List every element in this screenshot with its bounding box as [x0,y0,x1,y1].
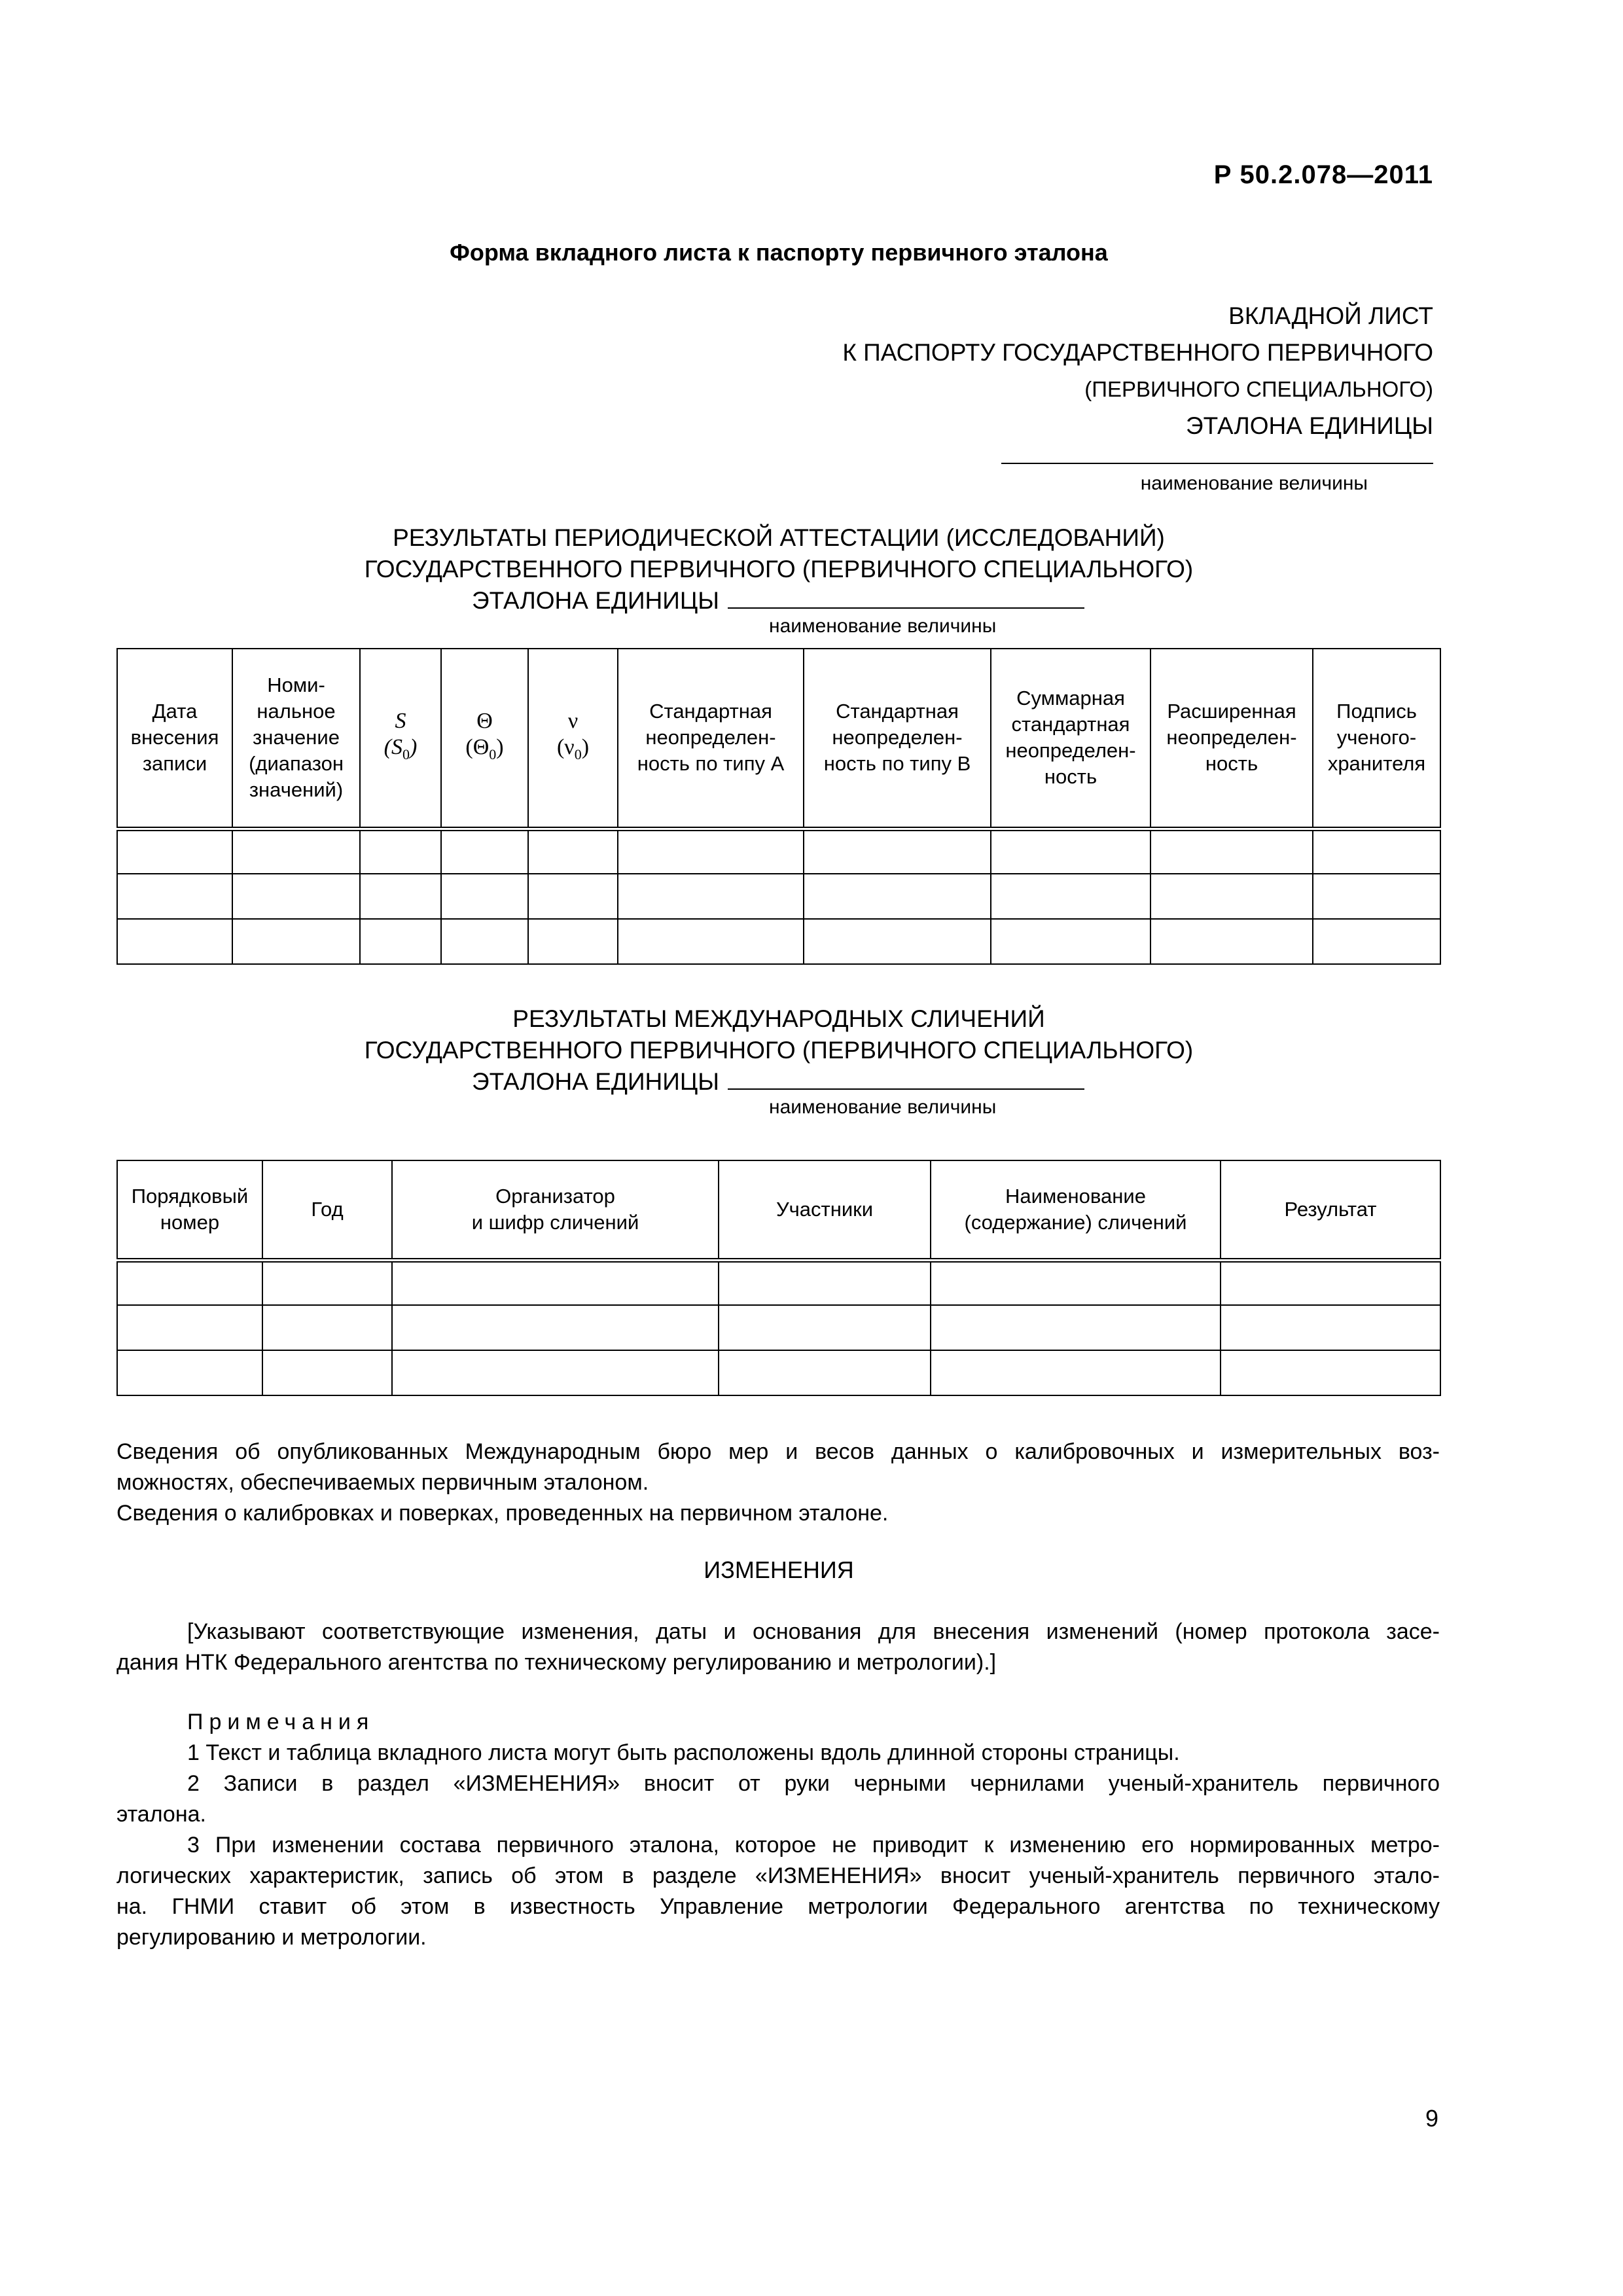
note-2-line-2: эталона. [116,1802,206,1827]
table-row [117,1350,1440,1395]
note-1: 1 Текст и таблица вкладного листа могут быть расположены вдоль длинной стороны страницы. [187,1740,1180,1765]
table-cell[interactable] [804,874,991,919]
insert-title-line-3: (ПЕРВИЧНОГО СПЕЦИАЛЬНОГО) [1084,377,1433,401]
header-year: Год [262,1160,392,1260]
attestation-heading-line-3: ЭТАЛОНА ЕДИНИЦЫ [472,587,719,614]
attestation-quantity-line [728,607,1084,609]
header-organizer: Организатор и шифр сличений [392,1160,719,1260]
comparisons-quantity-caption: наименование величины [769,1096,997,1118]
table-row [117,1260,1440,1305]
table-cell[interactable] [719,1350,931,1395]
table-cell[interactable] [262,1350,392,1395]
attestation-table [116,648,1441,965]
quantity-name-line [1001,463,1433,464]
header-nu: ν $(\nu_0)$ [528,649,618,829]
table-cell[interactable] [1313,874,1440,919]
header-type-b-uncertainty: Стандартная неопределен- ность по типу В [804,649,991,829]
comparisons-header-row [117,1160,1440,1260]
header-s: S $(S_0)$ [360,649,441,829]
comparisons-table [116,1160,1441,1396]
table-cell[interactable] [528,829,618,874]
quantity-name-caption: наименование величины [1140,473,1368,494]
insert-title-line-4: ЭТАЛОНА ЕДИНИЦЫ [1186,412,1433,439]
changes-line-2: дания НТК Федерального агентства по техническому регулированию и метрологии).] [116,1650,997,1675]
table-cell[interactable] [232,829,360,874]
table-cell[interactable] [232,919,360,964]
table-cell[interactable] [392,1305,719,1350]
comparisons-heading-line-3: ЭТАЛОНА ЕДИНИЦЫ [472,1068,719,1095]
header-nominal-value: Номи- нальное значение (диапазон значений) [232,649,360,829]
comparisons-quantity-line [728,1088,1084,1090]
table-cell[interactable] [719,1260,931,1305]
table-row [117,1305,1440,1350]
page-number: 9 [1425,2105,1438,2132]
table-cell[interactable] [117,1350,262,1395]
table-cell[interactable] [360,919,441,964]
comparisons-heading-line-2: ГОСУДАРСТВЕННОГО ПЕРВИЧНОГО (ПЕРВИЧНОГО СПЕЦИАЛЬНОГО) [364,1037,1194,1064]
notes-block [116,1707,1440,1953]
table-cell[interactable] [804,919,991,964]
note-2-line-1: 2 Записи в раздел «ИЗМЕНЕНИЯ» вносит от руки черными чернилами ученый-хранитель первичного [187,1771,1440,1796]
table-cell[interactable] [117,1305,262,1350]
table-row [117,829,1440,874]
table-cell[interactable] [528,919,618,964]
table-cell[interactable] [441,919,528,964]
table-cell[interactable] [528,874,618,919]
table-cell[interactable] [991,874,1150,919]
table-cell[interactable] [441,874,528,919]
table-cell[interactable] [618,919,804,964]
header-custodian-signature: Подпись ученого- хранителя [1313,649,1440,829]
form-title: Форма вкладного листа к паспорту первичного эталона [450,239,1108,266]
table-cell[interactable] [931,1305,1221,1350]
note-3-line-2: логических характеристик, запись об этом в разделе «ИЗМЕНЕНИЯ» вносит ученый-хранитель первичного этало- [116,1863,1440,1888]
table-cell[interactable] [1150,874,1313,919]
table-cell[interactable] [1313,919,1440,964]
table-cell[interactable] [360,874,441,919]
header-comparison-name: Наименование (содержание) сличений [931,1160,1221,1260]
insert-title-line-1: ВКЛАДНОЙ ЛИСТ [1228,302,1433,329]
table-cell[interactable] [1221,1350,1440,1395]
header-expanded-uncertainty: Расширенная неопределен- ность [1150,649,1313,829]
insert-sheet-title [842,298,1433,444]
table-cell[interactable] [360,829,441,874]
document-number: Р 50.2.078—2011 [1213,160,1433,189]
table-row [117,874,1440,919]
table-cell[interactable] [1221,1260,1440,1305]
table-cell[interactable] [392,1350,719,1395]
table-cell[interactable] [262,1260,392,1305]
changes-heading: ИЗМЕНЕНИЯ [704,1556,854,1583]
table-cell[interactable] [1150,919,1313,964]
note-3-line-3: на. ГНМИ ставит об этом в известность Управление метрологии Федерального агентства по техническому [116,1894,1440,1919]
attestation-header-row [117,649,1440,829]
table-cell[interactable] [117,874,232,919]
header-combined-uncertainty: Суммарная стандартная неопределен- ность [991,649,1150,829]
table-cell[interactable] [991,829,1150,874]
bipm-info-line-1: Сведения об опубликованных Международным бюро мер и весов данных о калибровочных и измерительных воз- [116,1439,1440,1464]
table-cell[interactable] [804,829,991,874]
table-cell[interactable] [117,1260,262,1305]
table-cell[interactable] [931,1350,1221,1395]
table-row [117,919,1440,964]
insert-title-line-2: К ПАСПОРТУ ГОСУДАРСТВЕННОГО ПЕРВИЧНОГО [842,339,1433,366]
table-cell[interactable] [1313,829,1440,874]
header-serial-number: Порядковый номер [117,1160,262,1260]
attestation-section-heading [0,522,1558,617]
attestation-quantity-caption: наименование величины [769,615,997,637]
table-cell[interactable] [232,874,360,919]
table-cell[interactable] [719,1305,931,1350]
note-3-line-4: регулированию и метрологии. [116,1925,427,1950]
note-3-line-1: 3 При изменении состава первичного эталона, которое не приводит к изменению его нормированных метро- [187,1833,1440,1857]
header-theta: Θ $(\Theta_0)$ [441,649,528,829]
attestation-heading-line-1: РЕЗУЛЬТАТЫ ПЕРИОДИЧЕСКОЙ АТТЕСТАЦИИ (ИССЛЕДОВАНИЙ) [393,524,1165,551]
table-cell[interactable] [618,874,804,919]
table-cell[interactable] [117,919,232,964]
table-cell[interactable] [262,1305,392,1350]
attestation-heading-line-2: ГОСУДАРСТВЕННОГО ПЕРВИЧНОГО (ПЕРВИЧНОГО СПЕЦИАЛЬНОГО) [364,556,1194,583]
table-cell[interactable] [1221,1305,1440,1350]
changes-paragraph [116,1617,1440,1678]
table-cell[interactable] [991,919,1150,964]
table-cell[interactable] [441,829,528,874]
bipm-info-paragraph [116,1437,1440,1529]
header-participants: Участники [719,1160,931,1260]
bipm-info-line-2: можностях, обеспечиваемых первичным эталоном. [116,1470,649,1495]
table-cell[interactable] [931,1260,1221,1305]
header-record-date: Дата внесения записи [117,649,232,829]
table-cell[interactable] [392,1260,719,1305]
changes-line-1: [Указывают соответствующие изменения, даты и основания для внесения изменений (номер протокола засе- [187,1619,1440,1644]
header-result: Результат [1221,1160,1440,1260]
comparisons-heading-line-1: РЕЗУЛЬТАТЫ МЕЖДУНАРОДНЫХ СЛИЧЕНИЙ [512,1005,1045,1032]
comparisons-section-heading [0,1003,1558,1098]
table-cell[interactable] [1150,829,1313,874]
notes-title: Примечания [187,1710,375,1734]
table-cell[interactable] [618,829,804,874]
table-cell[interactable] [117,829,232,874]
calibration-info-line: Сведения о калибровках и поверках, проведенных на первичном эталоне. [116,1501,889,1526]
header-type-a-uncertainty: Стандартная неопределен- ность по типу А [618,649,804,829]
